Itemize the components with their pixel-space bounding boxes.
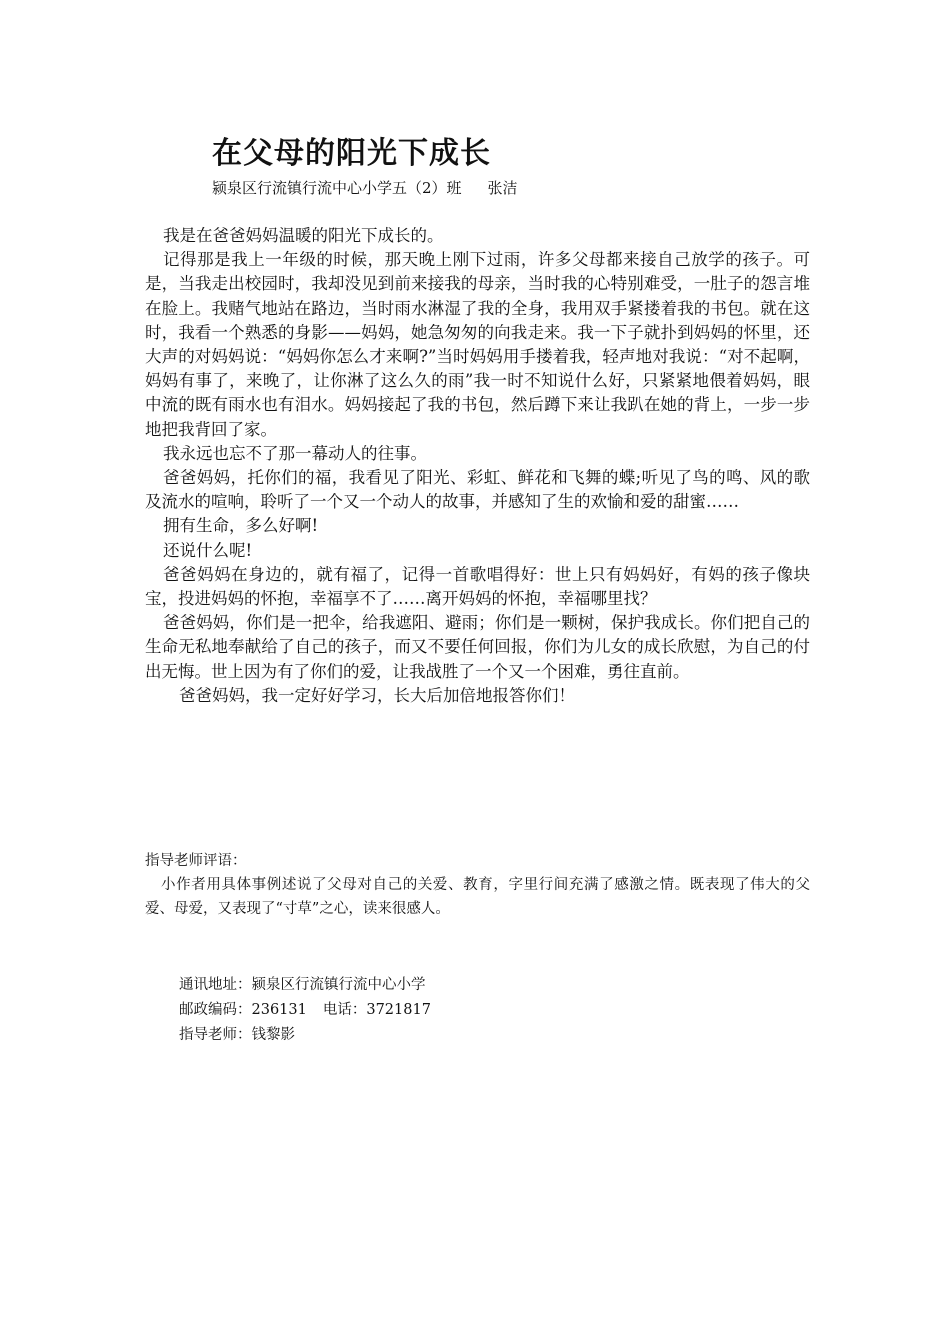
byline: [212, 177, 518, 198]
teacher-comment-label: 指导老师评语：: [145, 853, 247, 869]
essay-paragraph: 爸爸妈妈，我一定好好学习，长大后加倍地报答你们！: [179, 685, 575, 705]
contact-teacher: 指导老师：钱黎影: [179, 1027, 295, 1043]
teacher-comment: [145, 849, 810, 921]
contact-info: [179, 973, 431, 1048]
essay-paragraph: 我永远也忘不了那一幕动人的往事。: [163, 443, 427, 463]
contact-address: 通讯地址：颍泉区行流镇行流中心小学: [179, 977, 426, 993]
essay-paragraph: 我是在爸爸妈妈温暖的阳光下成长的。: [163, 226, 444, 245]
essay-body: [145, 224, 810, 708]
byline-author: 张洁: [487, 179, 518, 197]
byline-school: 颍泉区行流镇行流中心小学五（2）班: [212, 179, 462, 197]
contact-phone: 电话：3721817: [322, 1002, 431, 1018]
contact-postcode: 邮政编码：236131: [179, 1002, 307, 1018]
essay-paragraph: 还说什么呢!: [163, 540, 253, 560]
teacher-comment-text: 小作者用具体事例述说了父母对自己的关爱、教育，字里行间充满了感激之情。既表现了伟大的父爱、母爱，又表现了“寸草”之心，读来很感人。: [145, 877, 810, 917]
essay-paragraph: 爸爸妈妈在身边的，就有福了，记得一首歌唱得好：世上只有妈妈好，有妈的孩子像块宝，投进妈妈的怀抱，幸福享不了……离开妈妈的怀抱，幸福哪里找？: [145, 564, 810, 609]
essay-paragraph: 爸爸妈妈，你们是一把伞，给我遮阳、避雨；你们是一颗树，保护我成长。你们把自己的生命无私地奉献给了自己的孩子，而又不要任何回报，你们为儿女的成长欣慰，为自己的付出无悔。世上因为有了你们的爱，让我战胜了一个又一个困难，勇往直前。: [145, 613, 810, 681]
essay-paragraph: 记得那是我上一年级的时候，那天晚上刚下过雨，许多父母都来接自己放学的孩子。可是，当我走出校园时，我却没见到前来接我的母亲，当时我的心特别难受，一肚子的怨言堆在脸上。我赌气地站在路边，当时雨水淋湿了我的全身，我用双手紧搂着我的书包。就在这时，我看一个熟悉的身影——妈妈，她急匆匆的向我走来。我一下子就扑到妈妈的怀里，还大声的对妈妈说：“妈妈你怎么才来啊?”当时妈妈用手搂着我，轻声地对我说：“对不起啊，妈妈有事了，来晚了，让你淋了这么久的雨”我一时不知说什么好，只紧紧地偎着妈妈，眼中流的既有雨水也有泪水。妈妈接起了我的书包，然后蹲下来让我趴在她的背上，一步一步地把我背回了家。: [145, 250, 810, 439]
contact-postcode-phone: [179, 998, 431, 1023]
essay-title: 在父母的阳光下成长: [212, 136, 491, 171]
essay-paragraph: 爸爸妈妈，托你们的福，我看见了阳光、彩虹、鲜花和飞舞的蝶;听见了鸟的鸣、风的歌及流水的喧响，聆听了一个又一个动人的故事，并感知了生的欢愉和爱的甜蜜……: [145, 468, 810, 512]
essay-paragraph: 拥有生命，多么好啊!: [163, 516, 319, 536]
